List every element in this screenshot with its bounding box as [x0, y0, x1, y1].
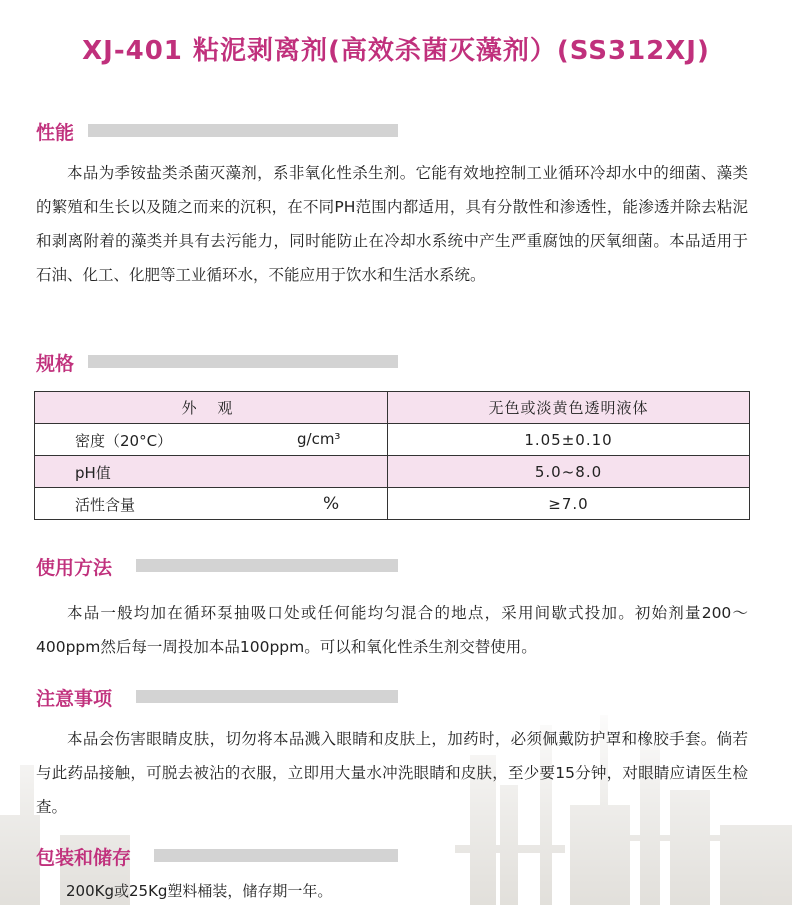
spec-unit: g/cm³ — [297, 430, 341, 448]
packaging-paragraph: 200Kg或25Kg塑料桶装，储存期一年。 — [66, 882, 333, 900]
table-row — [35, 392, 750, 424]
usage-paragraph: 本品一般均加在循环泵抽吸口处或任何能均匀混合的地点，采用间歇式投加。初始剂量200～400ppm然后每一周投加本品100ppm。可以和氧化性杀生剂交替使用。 — [36, 604, 748, 656]
heading-bar — [136, 559, 398, 572]
table-row — [35, 488, 750, 520]
performance-paragraph: 本品为季铵盐类杀菌灭藻剂，系非氧化性杀生剂。它能有效地控制工业循环冷却水中的细菌、藻类的繁殖和生长以及随之而来的沉积，在不同PH范围内都适用，具有分散性和渗透性，能渗透并除去粘泥和剥离附着的藻类并具有去污能力，同时能防止在冷却水系统中产生严重腐蚀的厌氧细菌。本品适用于石油、化工、化肥等工业循环水，不能应用于饮水和生活水系统。 — [36, 164, 748, 284]
table-row — [35, 456, 750, 488]
spec-label: 外 观 — [35, 392, 388, 424]
heading-text: 规格 — [36, 352, 75, 375]
section-heading-performance — [36, 117, 74, 145]
heading-text: 注意事项 — [36, 687, 113, 710]
heading-bar — [88, 355, 398, 368]
section-heading-specs — [36, 348, 74, 376]
section-heading-packaging — [36, 842, 131, 870]
heading-text: 包装和储存 — [36, 846, 132, 869]
spec-value: ≥7.0 — [388, 488, 750, 520]
spec-label: pH值 — [75, 464, 111, 482]
heading-bar — [88, 124, 398, 137]
table-row — [35, 424, 750, 456]
section-heading-notes — [36, 683, 112, 711]
section-heading-usage — [36, 552, 112, 580]
notes-paragraph: 本品会伤害眼睛皮肤，切勿将本品溅入眼睛和皮肤上，加药时，必须佩戴防护罩和橡胶手套。倘若与此药品接触，可脱去被沾的衣服，立即用大量水冲洗眼睛和皮肤，至少要15分钟，对眼睛应请医生检查。 — [36, 730, 748, 816]
spec-unit: % — [323, 494, 340, 514]
spec-label: 密度（20°C） — [75, 432, 173, 450]
heading-text: 性能 — [36, 121, 75, 144]
spec-value: 5.0~8.0 — [388, 456, 750, 488]
heading-bar — [136, 690, 398, 703]
heading-text: 使用方法 — [36, 556, 113, 579]
spec-label: 活性含量 — [75, 496, 136, 514]
spec-table — [34, 391, 750, 520]
spec-value: 1.05±0.10 — [388, 424, 750, 456]
page-title: XJ-401 粘泥剥离剂(高效杀菌灭藻剂）(SS312XJ) — [82, 36, 710, 66]
heading-bar — [154, 849, 398, 862]
spec-value: 无色或淡黄色透明液体 — [388, 392, 750, 424]
